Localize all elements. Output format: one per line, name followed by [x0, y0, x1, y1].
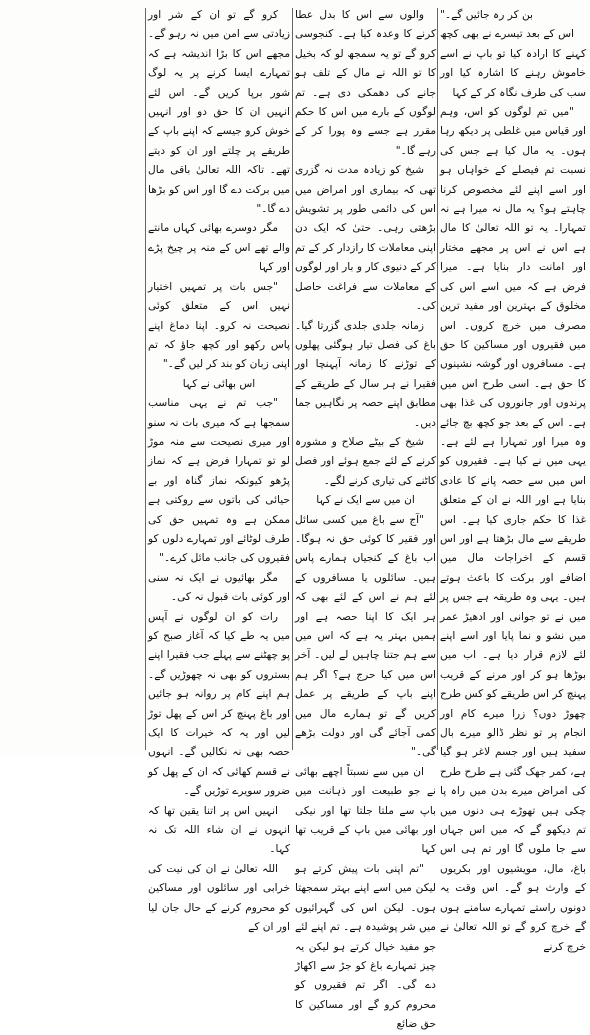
paragraph: "میں تم لوگوں کو اس، وہم اور قیاس میں غلطی پر دیکھ رہا ہوں۔ یہ مال کیا ہے جس کی نسبت تم فیصلے کے خواہاں ہو اور اسے اپنے لئے مخصوص کرنا چاہتے ہو؟ یہ مال نہ میرا ہے نہ تمہارا۔ یہ تو اللہ تعالیٰ کا مال ہے اس نے اس پر مجھے مختار اور امانت دار بنایا ہے۔ میرا فرض ہے کہ میں اسے اس کی مخلوق کے بہترین اور مفید ترین مصرف میں خرچ کروں۔ اس میں فقیروں اور مساکین کا حق ہے۔ مسافروں اور گوشہ نشینوں کا حق ہے۔ اسی طرح اس میں پرندوں اور جانوروں کی غذا بھی ہے۔ اس کے بعد جو کچھ بچ جائے وہ میرا اور تمہارا ہے لئے ہے۔ یہی میں نے کیا ہے۔ فقیروں کو اس میں سے حصہ پانے کا عادی بنایا ہے اور اللہ نے ان کے متعلق غذا کا حکم جاری کیا ہے۔ اس طریقے سے مال بڑھتا ہے اور اس قسم کے اخراجات مال میں اضافے اور برکت کا باعث ہوتے ہیں۔ یہی وہ طریقہ ہے جس پر میں نے تو جوانی اور ادھیڑ عمر میں نشو و نما پایا اور اسے اپنے لئے لازم قرار دیا ہے۔ اب میں بوڑھا ہو کر اور مرنے کے قریب پہنچ کر اس طریقے کو کس طرح چھوڑ دوں؟ زرا میرے کام اور انجام پر تو نظر ڈالو میرے بال سفید ہیں اور جسم لاغر ہو گیا ہے، کمر جھک گئی ہے طرح طرح کی امراض میرے بدن میں راہ پا چکی ہیں تھوڑے ہی دنوں میں تم دیکھو گے کہ میں اس جہاں سے جا ملوں گا اور تم ہی اس باغ، مال، مویشیوں اور بکریوں کے وارث ہو گے۔ اس وقت یہ دونوں راستے تمہارے سامنے ہوں گے خرچ کرو گے تو اللہ تعالیٰ نے خرچ کرنے: [440, 106, 586, 953]
paragraph: اس بھائی نے کہا: [182, 377, 256, 390]
paragraph: "جب تم نے یہی مناسب سمجھا ہے کہ میری بات نہ سنو اور میری نصیحت سے منہ موڑ لو تو تمہارا فرض ہے کہ نماز پڑھو کیونکہ نماز گناہ اور بے حیائی کی باتوں سے روکتی ہے ممکن ہے وہ تمہیں حق کی طرف لوٹائے اور تمہارے دلوں کو فقیروں کی جانب مائل کرے۔": [148, 397, 290, 565]
paragraph: شیخ کو زیادہ مدت نہ گزری تھی کہ بیماری اور امراض میں اس کی دائمی طور پر تشویش بڑھتی رہی۔ حتیٰ کہ ایک دن اپنی معاملات کا رازدار کر کے تم کر کے دنیوی کار و بار اور لوگوں کے معاملات سے فراغت حاصل کی۔: [295, 164, 436, 313]
paragraph: ان میں سے نسبتاً اچھے بھائی نے جو طبیعت اور ذہانت میں باپ سے ملتا جلتا تھا اور نیکی اور بھائی میں باپ کے قریب تھا کہا: [295, 765, 436, 856]
paragraph: اس کے بعد تیسرے نے بھی کچھ کہنے کا ارادہ کیا تو باپ نے اسے خاموش رہنے کا اشارہ کیا اور سب کی طرف نگاہ کر کے کہا: [440, 28, 586, 99]
paragraph: زمانہ جلدی جلدی گزرتا گیا۔ باغ کی فصل تیار ہوگئی پھلوں کے توڑنے کا زمانہ آپہنچا اور فقیرا نے ہر سال کے طریقے کے مطابق اپنے حصہ پر نگاہیں جما دیں۔: [295, 319, 436, 429]
text-column-1: [440, 6, 586, 953]
text-column-3: [148, 6, 290, 934]
paragraph: والوں سے اس کا بدل عطا کرنے کا وعدہ کیا ہے۔ کنجوسی کرو گے تو یہ سمجھ لو کہ بخیل کا تو اللہ نے مال کے تلف ہو جانے کی دھمکی دی ہے۔ تم لوگوں کے بارے میں اس کا حکم مقرر ہے جسے وہ پورا کر کے رہے گا۔": [295, 9, 436, 157]
paragraph: مگر بھائیوں نے ایک نہ سنی اور کوئی بات قبول نہ کی۔: [148, 571, 290, 604]
paragraph: کرو گے تو ان کے شر اور زیادتی سے امن میں نہ رہو گے۔ مجھے اس کا بڑا اندیشہ ہے کہ تمہارے ایسا کرنے پر یہ لوگ شور برپا کریں گے۔ اس لئے انہیں ان کا حق دو اور انہیں خوش کرو جیسے کہ اپنے باپ کے طریقے پر چلتے اور ان کو دیتے تھے۔ تاکہ اللہ تعالیٰ باقی مال میں برکت دے گا اور اس کو بڑھا دے گا۔": [148, 9, 290, 216]
column-divider: [437, 8, 438, 750]
column-divider: [292, 8, 293, 750]
paragraph: "جس بات پر تمہیں اختیار نہیں اس کے متعلق کوئی نصیحت نہ کرو۔ اپنا دماغ اپنے پاس رکھو اور کچھ جاؤ کہ تم اپنی زبان کو بند کر لیں گے۔": [148, 280, 290, 371]
paragraph: رات کو ان لوگوں نے آپس میں یہ طے کیا کہ آغاز صبح کو پو چھٹنے سے پہلے جب فقیرا اپنے بستروں کو بھی نہ چھوڑیں گے۔ ہم اپنے کام پر روانہ ہو جائیں اور باغ پہنچ کر اس کے پھل توڑ لیں اور یہ کہ خیرات کا ایک حصہ بھی نہ نکالیں گے۔ انہوں نے قسم کھائی کہ ان کے پھل کو ضرور سویرے توڑیں گے۔: [148, 610, 290, 798]
paragraph: بن کر رہ جائیں گے۔": [440, 9, 534, 21]
paragraph: انہیں اس پر اتنا یقین تھا کہ انہوں نے ان شاء اللہ تک نہ کہا۔: [148, 804, 290, 856]
text-column-2: [295, 6, 436, 1031]
text-column-4: [4, 6, 144, 750]
paragraph: ان میں سے ایک نے کہا: [316, 494, 415, 507]
paragraph: "تم اپنی بات پیش کرتے ہو لیکن میں اسے اپنے بہتر سمجھتا ہوں۔ لیکن اس کی گہرائیوں میں شر پوشیدہ ہے۔ تم اپنے لئے جو مفید خیال کرتے ہو لیکن یہ چیز تمہارے باغ کو جڑ سے اکھاڑ دے گی۔ اگر تم فقیروں کو محروم کرو گے اور مساکین کا حق ضائع: [295, 862, 436, 1031]
paragraph: اللہ تعالیٰ نے ان کی نیت کی خرابی اور سائلوں اور مساکین کو محروم کرنے کے حال جان لیا اور ان کے: [148, 862, 290, 934]
paragraph: مگر دوسرے بھائی کہاں مانتے والے تھے اس کے منہ پر چیخ پڑے اور کہا: [148, 222, 290, 274]
paragraph: "آج سے باغ میں کسی سائل اور فقیر کا کوئی حق نہ ہوگا۔ اب باغ کے کنجیاں ہمارے پاس ہیں۔ سائلوں یا مسافروں کے لئے ہم نے اس کے لئے بھی کہ ہر ایک کا اپنا حصہ ہے اور ہمیں بہتر یہ ہے کہ اس میں سے ہم جتنا چاہیں لے لیں۔ آخر اس میں کیا حرج ہے؟ اگر ہم اپنے باپ کے طریقے پر عمل کریں گے تو ہمارے مال میں کمی آجائے گی اور دولت بڑھے گی۔": [295, 513, 436, 759]
paragraph: شیخ کے بیٹے صلاح و مشورہ کرنے کے لئے جمع ہوئے اور فصل کاٹنے کی تیاری کرنے لگے۔: [295, 435, 436, 487]
column-divider: [145, 8, 146, 750]
